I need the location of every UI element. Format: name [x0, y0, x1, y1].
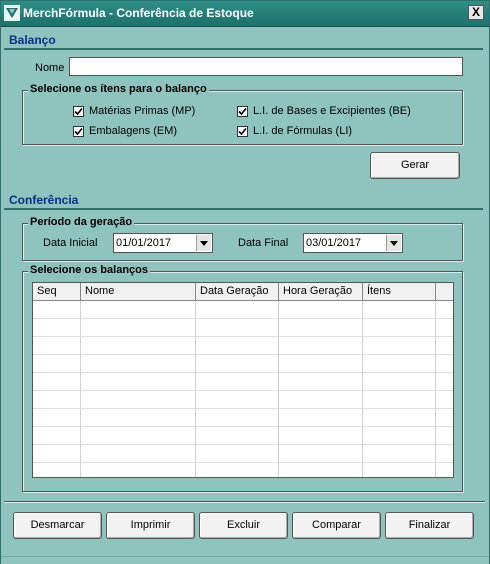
column-header-data-geracao[interactable]: Data Geração	[196, 283, 279, 300]
balanco-section-title: Balanço	[9, 33, 56, 47]
data-final-dropdown[interactable]	[303, 233, 403, 253]
grid-row-line	[33, 372, 453, 373]
grid-row-line	[33, 426, 453, 427]
itens-balanco-group-title: Selecione os ítens para o balanço	[30, 83, 207, 95]
chevron-down-icon[interactable]	[196, 235, 211, 251]
finalizar-button[interactable]: Finalizar	[385, 512, 474, 539]
conferencia-section-title: Conferência	[9, 193, 79, 207]
checkbox-materias-primas[interactable]	[73, 106, 84, 117]
grid-header	[33, 283, 453, 301]
column-header-spacer	[436, 283, 453, 300]
data-final-value: 03/01/2017	[306, 237, 362, 249]
app-logo-icon	[4, 5, 20, 21]
grid-row-line	[33, 390, 453, 391]
grid-row-line	[33, 462, 453, 463]
close-button[interactable]: X	[468, 5, 484, 20]
data-inicial-dropdown[interactable]	[113, 233, 213, 253]
desmarcar-button[interactable]: Desmarcar	[13, 512, 102, 539]
check-icon	[238, 107, 247, 116]
gerar-button[interactable]: Gerar	[370, 152, 460, 179]
nome-label: Nome	[35, 62, 65, 74]
chevron-down-icon[interactable]	[386, 235, 401, 251]
check-icon	[238, 127, 247, 136]
grid-row-line	[33, 336, 453, 337]
comparar-button[interactable]: Comparar	[292, 512, 381, 539]
column-header-nome[interactable]: Nome	[81, 283, 196, 300]
status-strip	[1, 556, 489, 564]
conferencia-divider	[4, 208, 483, 210]
periodo-group-title: Período da geração	[30, 216, 133, 228]
balanco-divider	[4, 48, 483, 50]
column-header-itens[interactable]: Ítens	[363, 283, 436, 300]
grid-row-line	[33, 354, 453, 355]
checkbox-formulas-label: L.I. de Fórmulas (LI)	[253, 125, 353, 137]
checkbox-bases-excipientes-label: L.I. de Bases e Excipientes (BE)	[253, 105, 411, 117]
imprimir-button[interactable]: Imprimir	[106, 512, 195, 539]
grid-row-line	[33, 318, 453, 319]
column-header-hora-geracao[interactable]: Hora Geração	[279, 283, 363, 300]
balancos-group-title: Selecione os balanços	[30, 264, 148, 276]
checkbox-embalagens-label: Embalagens (EM)	[89, 125, 178, 137]
data-final-label: Data Final	[238, 237, 289, 249]
grid-row-line	[33, 444, 453, 445]
checkbox-materias-primas-label: Matérias Primas (MP)	[89, 105, 196, 117]
title-bar[interactable]	[1, 1, 489, 27]
data-inicial-label: Data Inicial	[43, 237, 98, 249]
balancos-grid[interactable]	[32, 282, 454, 478]
checkbox-embalagens[interactable]	[73, 126, 84, 137]
nome-input[interactable]	[69, 57, 463, 76]
window-title: MerchFórmula - Conferência de Estoque	[23, 6, 254, 20]
checkbox-formulas[interactable]	[237, 126, 248, 137]
data-inicial-value: 01/01/2017	[116, 237, 172, 249]
excluir-button[interactable]: Excluir	[199, 512, 288, 539]
checkbox-bases-excipientes[interactable]	[237, 106, 248, 117]
grid-row-line	[33, 408, 453, 409]
column-header-seq[interactable]: Seq	[33, 283, 81, 300]
check-icon	[74, 107, 83, 116]
check-icon	[74, 127, 83, 136]
